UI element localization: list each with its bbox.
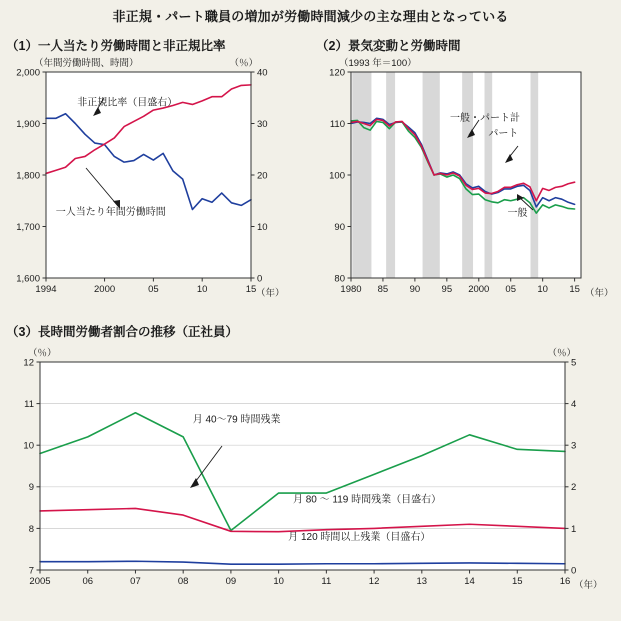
svg-text:0: 0 (257, 273, 263, 285)
svg-text:1980: 1980 (340, 284, 362, 295)
svg-text:11: 11 (24, 399, 34, 410)
svg-text:13: 13 (416, 576, 428, 587)
panel-3-chart (0, 340, 621, 621)
annotation-label: 月 80 ～ 119 時間残業（目盛右） (292, 494, 442, 506)
svg-text:2: 2 (571, 482, 577, 494)
panel-1-chart (0, 50, 311, 318)
svg-text:10: 10 (196, 284, 208, 295)
svg-text:4: 4 (571, 399, 577, 410)
svg-text:12: 12 (23, 357, 34, 369)
svg-text:20: 20 (257, 170, 268, 182)
svg-text:9: 9 (28, 482, 34, 494)
svg-text:5: 5 (571, 357, 577, 369)
svg-text:09: 09 (225, 576, 237, 587)
panel-3-title (6, 322, 238, 340)
svg-text:30: 30 (257, 118, 268, 130)
panel-2-number: （2） (316, 39, 348, 53)
recession-band (386, 72, 395, 278)
page-title: 非正規・パート職員の増加が労働時間減少の主な理由となっている (112, 9, 509, 24)
svg-text:2000: 2000 (468, 284, 490, 295)
svg-text:15: 15 (569, 284, 580, 295)
svg-text:15: 15 (511, 576, 523, 587)
annotation-label: 一般・パート計 (450, 112, 521, 124)
svg-text:（年）: （年） (574, 580, 603, 591)
svg-text:2,000: 2,000 (16, 67, 40, 79)
svg-text:1,700: 1,700 (16, 221, 40, 233)
annotation-label: 月 40～79 時間残業 (192, 414, 281, 426)
annotation-label: 一人当たり年間労働時間 (55, 207, 166, 219)
panel-3-label: 長時間労働者割合の推移（正社員） (37, 325, 238, 339)
svg-text:1,600: 1,600 (16, 273, 40, 285)
svg-text:10: 10 (257, 221, 268, 233)
svg-text:90: 90 (334, 221, 345, 233)
panel-2-label: 景気変動と労働時間 (347, 39, 461, 53)
svg-text:07: 07 (130, 576, 141, 587)
recession-band (531, 72, 539, 278)
svg-text:120: 120 (329, 67, 345, 79)
svg-text:1,800: 1,800 (16, 170, 40, 182)
svg-text:11: 11 (321, 576, 332, 587)
svg-text:2005: 2005 (29, 576, 51, 587)
svg-text:0: 0 (571, 565, 577, 577)
svg-text:16: 16 (559, 576, 571, 587)
annotation-label: 一般 (507, 208, 528, 220)
svg-text:3: 3 (571, 440, 577, 452)
svg-text:1,900: 1,900 (16, 118, 40, 130)
svg-text:（％）: （％） (28, 348, 57, 359)
panel-3-number: （3） (6, 325, 38, 339)
annotation-label: 月 120 時間以上残業（目盛右） (288, 532, 431, 544)
svg-text:85: 85 (377, 284, 389, 295)
svg-text:（年）: （年） (256, 288, 285, 299)
svg-text:05: 05 (505, 284, 517, 295)
recession-band (352, 72, 371, 278)
recession-band (485, 72, 493, 278)
svg-text:1994: 1994 (35, 284, 57, 295)
svg-text:06: 06 (82, 576, 94, 587)
svg-text:15: 15 (245, 284, 257, 295)
svg-text:8: 8 (28, 523, 34, 535)
svg-text:05: 05 (148, 284, 159, 295)
svg-text:14: 14 (464, 576, 475, 587)
svg-text:7: 7 (28, 565, 34, 577)
svg-text:90: 90 (409, 284, 421, 295)
panel-2-chart (311, 50, 621, 318)
svg-text:10: 10 (537, 284, 548, 295)
svg-text:（年）: （年） (585, 288, 614, 299)
annotation-label: パート (488, 128, 519, 140)
svg-text:（年間労働時間、時間）: （年間労働時間、時間） (34, 58, 139, 69)
svg-text:95: 95 (441, 284, 453, 295)
panel-1-label: 一人当たり労働時間と非正規比率 (37, 39, 226, 53)
svg-text:100: 100 (329, 170, 345, 182)
svg-text:12: 12 (368, 576, 380, 587)
svg-text:（％）: （％） (229, 58, 258, 69)
svg-text:10: 10 (273, 576, 284, 587)
svg-text:10: 10 (23, 440, 34, 452)
svg-text:80: 80 (334, 273, 345, 285)
recession-band (462, 72, 473, 278)
svg-text:2000: 2000 (94, 284, 116, 295)
svg-text:08: 08 (177, 576, 189, 587)
svg-text:110: 110 (329, 118, 345, 130)
annotation-label: 非正規比率（目盛右） (77, 97, 178, 109)
panel-1-number: （1） (6, 39, 38, 53)
svg-text:（％）: （％） (547, 348, 576, 359)
svg-text:（1993 年＝100）: （1993 年＝100） (339, 58, 417, 69)
svg-text:1: 1 (571, 523, 577, 535)
svg-text:40: 40 (257, 67, 268, 79)
